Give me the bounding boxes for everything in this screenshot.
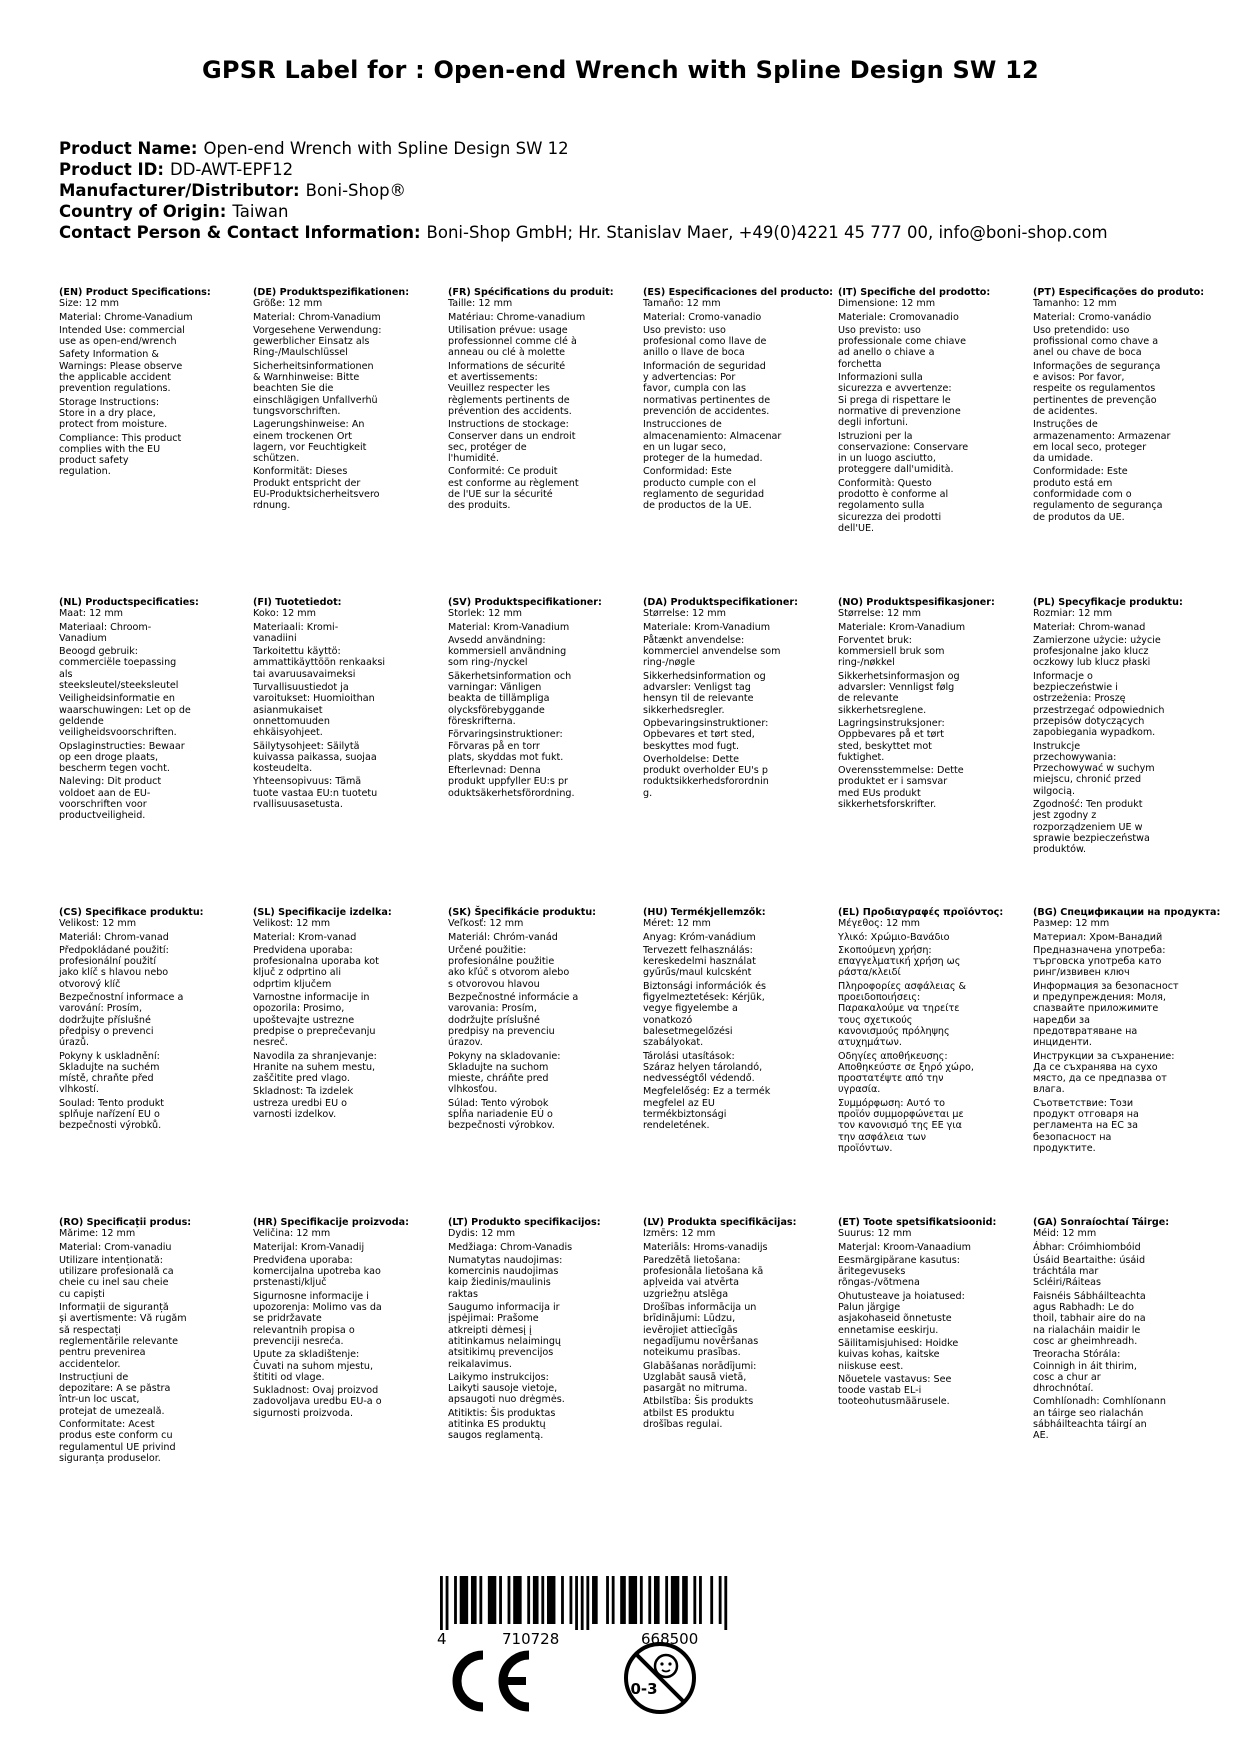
spec-line: Velikost: 12 mm <box>253 918 331 930</box>
spec-line: Glabāšanas norādījumi: Uzglabāt sausā vietā, pasargāt no mitruma. <box>643 1360 757 1395</box>
age-warning-icon <box>622 1640 698 1716</box>
spec-line: Størrelse: 12 mm <box>838 608 921 620</box>
spec-line: Rozmiar: 12 mm <box>1033 608 1113 620</box>
spec-line: Ohutusteave ja hoiatused: Palun järgige asjakohaseid õnnetuste ennetamise eeskirju. <box>838 1290 965 1336</box>
spec-line: Atitiktis: Šis produktas atitinka ES produktų saugos reglamentą. <box>448 1407 556 1442</box>
spec-line: Mărime: 12 mm <box>59 1228 136 1240</box>
info-label: Manufacturer/Distributor: <box>59 181 300 200</box>
spec-line: Informazioni sulla sicurezza e avvertenze: Si prega di rispettare le normative di prevenzione degli infortuni. <box>838 372 961 429</box>
spec-line: Material: Chrome-Vanadium <box>59 311 193 323</box>
info-row-manufacturer <box>59 180 1108 201</box>
spec-line: Tárolási utasítások: Száraz helyen tárolandó, nedvességtől védendő. <box>643 1050 763 1085</box>
spec-line: Instruções de armazenamento: Armazenar em local seco, proteger da umidade. <box>1033 419 1171 465</box>
barcode-bar <box>586 1576 589 1630</box>
spec-line: Konformität: Dieses Produkt entspricht der EU-Produktsicherheitsvero rdnung. <box>253 466 380 512</box>
spec-block-heading: (PT) Especificações do produto: <box>1033 287 1205 298</box>
spec-line: Størrelse: 12 mm <box>643 608 726 620</box>
spec-line: Tamaño: 12 mm <box>643 298 721 310</box>
barcode-bar <box>648 1576 651 1624</box>
barcode-bar <box>454 1576 457 1624</box>
info-value: DD-AWT-EPF12 <box>169 160 294 179</box>
spec-line: Drošības informācija un brīdinājumi: Lūdzu, ievērojiet attiecīgās negadījumu novēršanas noteikumu prasības. <box>643 1302 759 1359</box>
spec-line: Izmērs: 12 mm <box>643 1228 716 1240</box>
barcode-bar <box>592 1576 598 1624</box>
spec-line: Eesmärgipärane kasutus: äritegevuseks rõngas-/võtmena <box>838 1254 960 1289</box>
spec-line: Påtænkt anvendelse: kommerciel anvendelse som ring-/nøgle <box>643 634 781 669</box>
barcode-bar <box>499 1576 502 1624</box>
spec-line: Medžiaga: Chrom-Vanadis <box>448 1241 573 1253</box>
spec-line: Οδηγίες αποθήκευσης: Αποθηκεύστε σε ξηρό χώρο, προστατέψτε από την υγρασία. <box>838 1050 974 1096</box>
spec-block <box>59 597 247 824</box>
spec-line: Lagerungshinweise: An einem trockenen Ort lagern, vor Feuchtigkeit schützen. <box>253 419 367 465</box>
barcode-bar <box>541 1576 544 1624</box>
spec-block-heading: (ET) Toote spetsifikatsioonid: <box>838 1217 997 1228</box>
spec-line: Maat: 12 mm <box>59 608 124 620</box>
spec-line: Utilizare intenționată: utilizare profesională ca cheie cu inel sau cheie cu capiști <box>59 1254 174 1300</box>
info-label: Product Name: <box>59 139 198 158</box>
spec-line: Efterlevnad: Denna produkt uppfyller EU:s pr oduktsäkerhetsförordning. <box>448 765 575 799</box>
info-row-product-name <box>59 138 1108 159</box>
spec-block <box>448 287 636 514</box>
spec-block <box>59 907 247 1134</box>
barcode-bar <box>508 1576 511 1624</box>
spec-block <box>59 1217 247 1466</box>
spec-line: Materiaal: Chroom- Vanadium <box>59 621 152 644</box>
spec-line: Laikymo instrukcijos: Laikyti sausoje vietoje, apsaugoti nuo drėgmės. <box>448 1371 565 1406</box>
spec-line: Uso pretendido: uso profissional como chave a anel ou chave de boca <box>1033 324 1159 359</box>
spec-line: Méret: 12 mm <box>643 918 711 930</box>
spec-line: Určené použitie: profesionálne použitie ako kľúč s otvorom alebo s otvorovou hlavou <box>448 944 570 990</box>
spec-block-heading: (LT) Produkto specifikacijos: <box>448 1217 601 1228</box>
spec-line: Naleving: Dit product voldoet aan de EU- voorschriften voor productveiligheid. <box>59 776 162 822</box>
spec-line: Koko: 12 mm <box>253 608 316 620</box>
spec-block-heading: (CS) Specifikace produktu: <box>59 907 204 918</box>
page-title: GPSR Label for : Open-end Wrench with Spline Design SW 12 <box>202 56 1039 84</box>
spec-line: Atbilstība: Šis produkts atbilst ES produktu drošības regulai. <box>643 1396 754 1431</box>
barcode-digits-right: 668500 <box>641 1630 699 1648</box>
spec-line: Overensstemmelse: Dette produktet er i samsvar med EUs produkt sikkerhetsforskrifter. <box>838 765 964 811</box>
spec-line: Informații de siguranță și avertismente: Vă rugăm să respectați reglementările relevante pentru prevenirea accidentelor. <box>59 1302 187 1370</box>
info-row-product-id <box>59 159 1108 180</box>
spec-line: Sigurnosne informacije i upozorenja: Molimo vas da se pridržavate relevantnih propisa o prevenciji nesreća. <box>253 1290 382 1347</box>
spec-line: Velikost: 12 mm <box>59 918 137 930</box>
spec-line: Предназначена употреба: търговска употреба като ринг/извивен ключ <box>1033 944 1166 979</box>
barcode-bar <box>446 1576 449 1630</box>
spec-line: Uso previsto: uso profesional como llave de anillo o llave de boca <box>643 324 767 359</box>
spec-line: Informações de segurança e avisos: Por favor, respeite os regulamentos pertinentes de prevenção de acidentes. <box>1033 360 1161 417</box>
spec-line: Tarkoitettu käyttö: ammattikäyttöön renkaaksi tai avaruusavaimeksi <box>253 646 386 680</box>
spec-line: Soulad: Tento produkt splňuje nařízení EU o bezpečnosti výrobků. <box>59 1097 165 1132</box>
barcode-bar <box>699 1576 702 1624</box>
spec-block-heading: (DE) Produktspezifikationen: <box>253 287 410 298</box>
spec-line: Zamierzone użycie: użycie profesjonalne jako klucz oczkowy lub klucz płaski <box>1033 634 1161 669</box>
spec-line: Size: 12 mm <box>59 298 119 310</box>
spec-block <box>838 1217 1026 1410</box>
info-label: Contact Person & Contact Information: <box>59 223 421 242</box>
spec-line: Material: Crom-vanadiu <box>59 1241 172 1253</box>
spec-block-heading: (SK) Špecifikácie produktu: <box>448 907 597 918</box>
spec-line: Suurus: 12 mm <box>838 1228 912 1240</box>
barcode-bar <box>527 1576 530 1624</box>
spec-line: Opslaginstructies: Bewaar op een droge plaats, bescherm tegen vocht. <box>59 740 185 775</box>
spec-block-heading: (NL) Productspecificaties: <box>59 597 199 608</box>
barcode-bar <box>581 1576 584 1630</box>
spec-block <box>1033 597 1221 858</box>
info-row-contact <box>59 222 1108 243</box>
barcode-bar <box>547 1576 555 1624</box>
spec-line: Material: Krom-vanad <box>253 931 357 943</box>
spec-line: Upute za skladištenje: Čuvati na suhom mjestu, štititi od vlage. <box>253 1349 374 1383</box>
spec-line: Conformità: Questo prodotto è conforme al regolamento sulla sicurezza dei prodotti dell'UE. <box>838 477 949 534</box>
barcode-bar <box>570 1576 573 1624</box>
spec-line: Συμμόρφωση: Αυτό το προϊόν συμμορφώνεται με τον κανονισμό της ΕΕ για την ασφάλεια των προϊόντων. <box>838 1097 964 1154</box>
spec-line: Storlek: 12 mm <box>448 608 523 620</box>
spec-line: Размер: 12 mm <box>1033 918 1110 930</box>
spec-line: Veľkosť: 12 mm <box>448 918 524 930</box>
spec-block-heading: (LV) Produkta specifikācijas: <box>643 1217 797 1228</box>
spec-block-heading: (FI) Tuotetiedot: <box>253 597 342 608</box>
spec-line: Säkerhetsinformation och varningar: Vänligen beakta de tillämpliga olycksförebyggande föreskrifterna. <box>448 670 572 727</box>
spec-block-heading: (IT) Specifiche del prodotto: <box>838 287 991 298</box>
info-value: Boni-Shop® <box>305 181 407 200</box>
spec-line: Información de seguridad y advertencias: Por favor, cumpla con las normativas pertinentes de prevención de accidentes. <box>643 360 771 417</box>
spec-block-heading: (SV) Produktspecifikationer: <box>448 597 602 608</box>
barcode-bar <box>612 1576 615 1624</box>
spec-line: Instrucciones de almacenamiento: Almacenar en un lugar seco, proteger de la humedad. <box>643 419 782 465</box>
spec-line: Úsáid Beartaithe: úsáid tráchtála mar Scléiri/Ráiteas <box>1033 1254 1146 1289</box>
spec-line: Conformitate: Acest produs este conform cu regulamentul UE privind siguranța produselor. <box>59 1419 176 1464</box>
spec-block <box>448 907 636 1134</box>
spec-block-heading: (HR) Specifikacije proizvoda: <box>253 1217 409 1228</box>
spec-line: Ábhar: Cróimhiombóid <box>1033 1241 1141 1253</box>
barcode-bar <box>719 1576 722 1624</box>
spec-line: Treoracha Stórála: Coinnigh in áit thirim, cosc a chur ar dhrochnótaí. <box>1033 1349 1137 1395</box>
spec-block-heading: (EN) Product Specifications: <box>59 287 211 298</box>
spec-block <box>838 287 1026 536</box>
barcode-bar <box>488 1576 496 1624</box>
info-label: Product ID: <box>59 160 164 179</box>
info-value: Open-end Wrench with Spline Design SW 12 <box>203 139 569 158</box>
spec-line: Materijal: Krom-Vanadij <box>253 1241 365 1253</box>
spec-block <box>643 907 831 1134</box>
spec-line: Paredzētā lietošana: profesionāla lietošana kā apļveida vai atvērta uzgriežņu atslēga <box>643 1254 764 1300</box>
barcode-bar <box>460 1576 468 1624</box>
barcode-bar <box>513 1576 521 1624</box>
spec-block-heading: (NO) Produktspesifikasjoner: <box>838 597 995 608</box>
barcode-bar <box>654 1576 660 1624</box>
spec-line: Compliance: This product complies with the EU product safety regulation. <box>59 432 182 478</box>
spec-line: Skladnost: Ta izdelek ustreza uredbi EU o varnosti izdelkov. <box>253 1086 354 1121</box>
spec-line: Turvallisuustiedot ja varoitukset: Huomioithan asianmukaiset onnettomuuden ehkäisyohjeet. <box>253 682 375 739</box>
barcode-bar <box>479 1576 482 1624</box>
spec-line: Yhteensopivuus: Tämä tuote vastaa EU:n tuotetu rvallisuusasetusta. <box>253 776 378 811</box>
spec-line: Säilytysohjeet: Säilytä kuivassa paikassa, suojaa kosteudelta. <box>253 740 377 775</box>
spec-line: Material: Krom-Vanadium <box>448 621 570 633</box>
spec-block <box>253 287 441 514</box>
spec-line: Veličina: 12 mm <box>253 1228 331 1240</box>
spec-line: Bezpečnostné informácie a varovania: Prosím, dodržujte príslušné predpisy na prevenciu úrazov. <box>448 992 579 1049</box>
spec-block <box>448 1217 636 1444</box>
spec-block-heading: (HU) Termékjellemzők: <box>643 907 766 918</box>
spec-line: Съответствие: Този продукт отговаря на регламента на ЕС за безопасност на продуктите. <box>1033 1097 1139 1154</box>
spec-line: Opbevaringsinstruktioner: Opbevares et tørt sted, beskyttes mod fugt. <box>643 717 769 752</box>
spec-line: Anyag: Króm-vanádium <box>643 931 756 943</box>
spec-line: Istruzioni per la conservazione: Conservare in un luogo asciutto, proteggere dall'umidità. <box>838 430 969 476</box>
spec-block <box>253 1217 441 1421</box>
barcode-bar <box>620 1576 626 1624</box>
spec-block <box>838 907 1026 1156</box>
spec-line: Größe: 12 mm <box>253 298 323 310</box>
spec-line: Υλικό: Χρώμιο-Βανάδιο <box>838 931 950 943</box>
spec-line: Sikkerhetsinformasjon og advarsler: Vennligst følg de relevante sikkerhetsreglene. <box>838 670 960 716</box>
barcode-bar <box>471 1576 477 1624</box>
spec-line: Tervezett felhasználás: kereskedelmi használat gyűrűs/maul kulcsként <box>643 944 756 979</box>
spec-block <box>1033 1217 1221 1444</box>
spec-line: Biztonsági információk és figyelmeztetések: Kérjük, vegye figyelembe a vonatkozó balesetmegelőzési szabályokat. <box>643 980 766 1049</box>
spec-line: Sukladnost: Ovaj proizvod zadovoljava uredbu EU-a o sigurnosti proizvoda. <box>253 1385 382 1419</box>
spec-line: Safety Information & Warnings: Please observe the applicable accident prevention regulations. <box>59 349 183 395</box>
spec-line: Материал: Хром-Ванадий <box>1033 931 1163 943</box>
spec-line: Saugumo informacija ir įspėjimai: Prašome atkreipti dėmesį į atitinkamus nelaimingų atsitikimų prevencijos reikalavimus. <box>448 1302 562 1370</box>
spec-block-heading: (DA) Produktspecifikationer: <box>643 597 798 608</box>
spec-line: Predvidena uporaba: profesionalna uporaba kot ključ z odprtino ali odprtim ključem <box>253 944 379 990</box>
barcode-bar <box>533 1576 539 1624</box>
spec-line: Beoogd gebruik: commerciële toepassing als steeksleutel/steeksleutel <box>59 646 179 692</box>
spec-line: Overholdelse: Dette produkt overholder EU's p roduktsikkerhedsforordnin g. <box>643 753 769 799</box>
spec-line: Navodila za shranjevanje: Hranite na suhem mestu, zaščitite pred vlago. <box>253 1050 377 1085</box>
spec-line: Информация за безопасност и предупреждения: Моля, спазвайте приложимите наредби за предотвратяване на инциденти. <box>1033 980 1179 1049</box>
spec-line: Súlad: Tento výrobok spĺňa nariadenie EÚ o bezpečnosti výrobkov. <box>448 1097 555 1132</box>
spec-line: Předpokládané použití: profesionální použití jako klíč s hlavou nebo otvorový klíč <box>59 944 169 990</box>
spec-line: Predviđena uporaba: komercijalna upotreba kao prstenasti/ključ <box>253 1254 381 1289</box>
spec-block-heading: (GA) Sonraíochtaí Táirge: <box>1033 1217 1170 1228</box>
barcode-bar <box>710 1576 713 1624</box>
product-info <box>59 138 1108 243</box>
spec-line: Instrucțiuni de depozitare: A se păstra într-un loc uscat, protejat de umezeală. <box>59 1371 171 1417</box>
spec-line: Materiál: Chrom-vanad <box>59 931 169 943</box>
barcode-bar <box>561 1576 564 1624</box>
spec-line: Materiale: Krom-Vanadium <box>643 621 771 633</box>
spec-line: Πληροφορίες ασφάλειας & προειδοποιήσεις: Παρακαλούμε να τηρείτε τους σχετικούς κανονισμούς πρόληψης ατυχημάτων. <box>838 980 966 1049</box>
info-label: Country of Origin: <box>59 202 227 221</box>
barcode <box>440 1576 730 1630</box>
spec-line: Informacje o bezpieczeństwie i ostrzeżenia: Proszę przestrzegać odpowiednich przepisów dotyczących zapobiegania wypadkom. <box>1033 670 1165 739</box>
spec-line: Taille: 12 mm <box>448 298 513 310</box>
spec-line: Förvaringsinstruktioner: Förvaras på en torr plats, skyddas mot fukt. <box>448 729 564 763</box>
spec-block-heading: (RO) Specificații produs: <box>59 1217 192 1228</box>
spec-line: Uso previsto: uso professionale come chiave ad anello o chiave a forchetta <box>838 324 967 370</box>
spec-line: Bezpečnostní informace a varování: Prosím, dodržujte příslušné předpisy o prevenci úrazů. <box>59 992 184 1049</box>
spec-block-heading: (BG) Спецификации на продукта: <box>1033 907 1221 918</box>
svg-text:0-3: 0-3 <box>630 1680 658 1698</box>
spec-line: Avsedd användning: kommersiell användning som ring-/nyckel <box>448 634 567 669</box>
barcode-digits-left: 710728 <box>502 1630 560 1648</box>
spec-block <box>1033 287 1221 525</box>
barcode-bar <box>682 1576 688 1624</box>
spec-line: Vorgesehene Verwendung: gewerblicher Einsatz als Ring-/Maulschlüssel <box>253 324 382 359</box>
barcode-bar <box>665 1576 668 1624</box>
barcode-bar <box>606 1576 609 1624</box>
spec-line: Materiaali: Kromi- vanadiini <box>253 621 339 644</box>
spec-line: Dydis: 12 mm <box>448 1228 516 1240</box>
spec-line: Numatytas naudojimas: komercinis naudojimas kaip žiedinis/maulinis raktas <box>448 1254 563 1300</box>
spec-block-heading: (SL) Specifikacije izdelka: <box>253 907 392 918</box>
spec-line: Storage Instructions: Store in a dry place, protect from moisture. <box>59 396 168 431</box>
spec-line: Méid: 12 mm <box>1033 1228 1097 1240</box>
spec-block <box>838 597 1026 812</box>
spec-line: Materiale: Krom-Vanadium <box>838 621 966 633</box>
spec-line: Lagringsinstruksjoner: Oppbevares på et tørt sted, beskyttet mot fuktighet. <box>838 717 945 763</box>
spec-line: Varnostne informacije in opozorila: Prosimo, upoštevajte ustrezne predpise o preprečevanju nesreč. <box>253 992 376 1049</box>
spec-block-heading: (EL) Προδιαγραφές προϊόντος: <box>838 907 1004 918</box>
barcode-digit-first: 4 <box>437 1630 447 1648</box>
spec-block <box>59 287 247 480</box>
spec-line: Sicherheitsinformationen & Warnhinweise: Bitte beachten Sie die einschlägigen Unfallverhü tungsvorschriften. <box>253 360 378 417</box>
spec-block <box>253 597 441 812</box>
spec-line: Conformité: Ce produit est conforme au règlement de l'UE sur la sécurité des produits. <box>448 466 579 512</box>
spec-line: Μέγεθος: 12 mm <box>838 918 920 930</box>
spec-block <box>253 907 441 1122</box>
spec-block <box>643 287 834 514</box>
spec-line: Materiał: Chrom-wanad <box>1033 621 1146 633</box>
spec-line: Matériau: Chrome-vanadium <box>448 311 586 323</box>
spec-line: Instructions de stockage: Conserver dans un endroit sec, protéger de l'humidité. <box>448 419 576 465</box>
spec-block <box>643 1217 831 1432</box>
barcode-bar <box>575 1576 578 1630</box>
spec-line: Intended Use: commercial use as open-end/wrench <box>59 324 185 348</box>
spec-line: Utilisation prévue: usage professionnel comme clé à anneau ou clé à molette <box>448 324 577 359</box>
info-value: Taiwan <box>232 202 289 221</box>
spec-line: Material: Chrom-Vanadium <box>253 311 381 323</box>
spec-line: Pokyny k uskladnění: Skladujte na suchém místě, chraňte před vlhkostí. <box>59 1050 160 1096</box>
spec-line: Megfelelőség: Ez a termék megfelel az EU termékbiztonsági rendeletének. <box>643 1086 771 1132</box>
spec-line: Materiāls: Hroms-vanadijs <box>643 1241 768 1253</box>
spec-line: Veiligheidsinformatie en waarschuwingen: Let op de geldende veiligheidsvoorschriften. <box>59 693 191 739</box>
spec-block-heading: (PL) Specyfikacje produktu: <box>1033 597 1183 608</box>
spec-line: Forventet bruk: kommersiell bruk som ring-/nøkkel <box>838 634 945 669</box>
spec-line: Zgodność: Ten produkt jest zgodny z rozporządzeniem UE w sprawie bezpieczeństwa produktów. <box>1033 799 1150 856</box>
spec-line: Materiál: Chróm-vanád <box>448 931 558 943</box>
spec-block-heading: (FR) Spécifications du produit: <box>448 287 614 298</box>
barcode-bar <box>440 1576 443 1630</box>
spec-line: Material: Cromo-vanádio <box>1033 311 1152 323</box>
spec-block-heading: (ES) Especificaciones del producto: <box>643 287 834 298</box>
ce-mark-icon <box>452 1650 534 1712</box>
spec-line: Materjal: Kroom-Vanaadium <box>838 1241 971 1253</box>
barcode-bar <box>671 1576 679 1624</box>
spec-block <box>643 597 831 801</box>
spec-block <box>448 597 636 801</box>
barcode-bar <box>629 1576 637 1624</box>
spec-line: Sikkerhedsinformation og advarsler: Venligst tag hensyn til de relevante sikkerhedsregler. <box>643 670 766 716</box>
info-row-country <box>59 201 1108 222</box>
spec-line: Pokyny na skladovanie: Skladujte na suchom mieste, chráňte pred vlhkosťou. <box>448 1050 561 1096</box>
barcode-bar <box>640 1576 643 1624</box>
spec-line: Comhlíonadh: Comhlíonann an táirge seo rialachán sábháilteachta táirgí an AE. <box>1033 1396 1166 1442</box>
spec-line: Material: Cromo-vanadio <box>643 311 762 323</box>
info-value: Boni-Shop GmbH; Hr. Stanislav Maer, +49(0)4221 45 777 00, info@boni-shop.com <box>426 223 1108 242</box>
spec-line: Informations de sécurité et avertissements: Veuillez respecter les règlements pertinents de prévention des accidents. <box>448 360 572 417</box>
spec-line: Säilitamisjuhised: Hoidke kuivas kohas, kaitske niiskuse eest. <box>838 1337 959 1372</box>
spec-line: Σκοπούμενη χρήση: επαγγελματική χρήση ως ράστα/κλειδί <box>838 944 961 979</box>
spec-line: Dimensione: 12 mm <box>838 298 936 310</box>
spec-line: Инструкции за съхранение: Да се съхранява на сухо място, да се предпазва от влага. <box>1033 1050 1175 1096</box>
spec-line: Instrukcje przechowywania: Przechowywać w suchym miejscu, chronić przed wilgocią. <box>1033 740 1155 797</box>
spec-line: Conformidad: Este producto cumple con el reglamento de seguridad de productos de la UE. <box>643 466 765 512</box>
barcode-bar <box>724 1576 727 1630</box>
spec-line: Nõuetele vastavus: See toode vastab EL-i tooteohutusmäärusele. <box>838 1373 952 1408</box>
spec-line: Materiale: Cromovanadio <box>838 311 959 323</box>
spec-block <box>1033 907 1221 1156</box>
spec-line: Tamanho: 12 mm <box>1033 298 1117 310</box>
barcode-bar <box>693 1576 696 1624</box>
spec-line: Conformidade: Este produto está em conformidade com o regulamento de segurança de produtos da UE. <box>1033 466 1163 523</box>
spec-line: Faisnéis Sábháilteachta agus Rabhadh: Le do thoil, tabhair aire do na na rialacháin maidir le cosc ar gheimhreadh. <box>1033 1290 1146 1347</box>
